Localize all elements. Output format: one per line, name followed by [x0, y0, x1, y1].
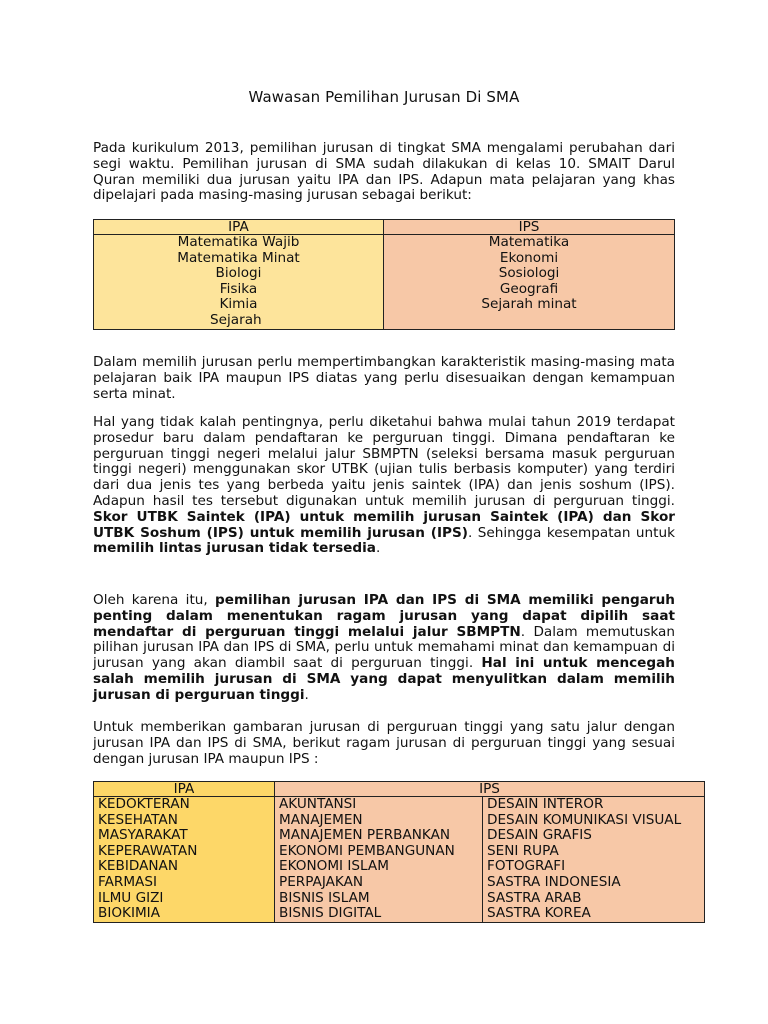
majors-ipa-cell — [94, 797, 275, 923]
majors-header-ipa: IPA — [94, 782, 275, 797]
subjects-header-ipa: IPA — [94, 220, 384, 235]
major-item: KESEHATAN — [98, 811, 178, 828]
major-item: BISNIS ISLAM — [279, 889, 370, 906]
bold-run: Hal ini untuk mencegah salah memilih jurusan di SMA yang dapat menyulitkan dalam memilih jurusan di perguruan tinggi — [93, 655, 675, 703]
major-item: KEPERAWATAN — [98, 842, 198, 859]
major-item: BIOKIMIA — [98, 905, 160, 922]
subject-item: Matematika — [488, 234, 570, 250]
bold-run: Skor UTBK Saintek (IPA) untuk memilih jurusan Saintek (IPA) dan Skor UTBK Soshum (IPS) untuk memilih jurusan (IPS) — [93, 508, 675, 541]
major-item: SASTRA INDONESIA — [487, 873, 621, 890]
subjects-ipa-cell — [94, 235, 384, 330]
majors-ips-cell-2 — [483, 797, 705, 923]
text-run: . Dalam memutuskan pilihan jurusan IPA dan IPS di SMA, perlu untuk memahami minat dan kemampuan di jurusan yang akan diambil saat di perguruan tinggi. — [93, 623, 675, 672]
bold-run: pemilihan jurusan IPA dan IPS di SMA memiliki pengaruh penting dalam menentukan ragam jurusan yang dapat dipilih saat mendaftar di perguruan tinggi melalui jalur SBMPTN — [93, 592, 675, 640]
major-item: EKONOMI PEMBANGUNAN — [279, 842, 455, 859]
major-item: ILMU GIZI — [98, 889, 164, 906]
major-item: FOTOGRAFI — [487, 858, 566, 875]
major-item: PERPAJAKAN — [279, 873, 364, 890]
major-item: SENI RUPA — [487, 842, 559, 859]
text-run: Oleh karena itu, — [93, 592, 216, 608]
majors-table — [93, 781, 705, 923]
majors-header-ips: IPS — [275, 782, 705, 797]
subjects-table — [93, 219, 675, 330]
text-run: . Sehingga kesempatan untuk — [468, 524, 675, 541]
major-item: DESAIN INTEROR — [487, 796, 604, 812]
bold-run: memilih lintas jurusan tidak tersedia — [93, 540, 376, 557]
paragraph-overview: Untuk memberikan gambaran jurusan di perguruan tinggi yang satu jalur dengan jurusan IPA dan IPS di SMA, berikut ragam jurusan di perguruan tinggi yang sesuai dengan jurusan IPA maupun IPS : — [93, 719, 675, 767]
subjects-ips-cell — [384, 235, 675, 330]
major-item: MASYARAKAT — [98, 827, 188, 844]
subject-item: Sejarah — [210, 311, 262, 328]
subject-item: Sosiologi — [498, 265, 560, 282]
paragraph-utbk — [93, 415, 675, 557]
major-item: MANAJEMEN PERBANKAN — [279, 827, 451, 844]
major-item: FARMASI — [98, 873, 157, 890]
major-item: AKUNTANSI — [279, 796, 357, 812]
majors-ips-cell-1 — [275, 797, 483, 923]
major-item: KEBIDANAN — [98, 858, 179, 875]
major-item: SASTRA ARAB — [487, 889, 582, 906]
paragraph-characteristics: Dalam memilih jurusan perlu mempertimbangkan karakteristik masing-masing mata pelajaran baik IPA maupun IPS diatas yang perlu disesuaikan dengan kemampuan serta minat. — [93, 354, 675, 402]
major-item: EKONOMI ISLAM — [279, 858, 389, 875]
text-run: Hal yang tidak kalah pentingnya, perlu diketahui bahwa mulai tahun 2019 terdapat prosedur baru dalam pendaftaran ke perguruan tinggi. Dimana pendaftaran ke perguruan tinggi negeri melalui jalur SBMPTN (seleksi bersama masuk perguruan tinggi negeri) menggunakan skor UTBK (ujian tulis berbasis komputer) yang terdiri dari dua jenis tes yang berbeda yaitu jenis saintek (IPA) dan jenis soshum (IPS). Adapun hasil tes tersebut digunakan untuk memilih jurusan di perguruan tinggi. — [93, 414, 675, 509]
major-item: DESAIN KOMUNIKASI VISUAL — [487, 811, 682, 828]
page-title: Wawasan Pemilihan Jurusan Di SMA — [248, 88, 520, 106]
subjects-header-ips: IPS — [384, 220, 675, 235]
major-item: BISNIS DIGITAL — [279, 905, 382, 922]
text-run: . — [304, 686, 309, 703]
subject-item: Matematika Minat — [177, 249, 300, 266]
major-item: DESAIN GRAFIS — [487, 827, 592, 844]
subject-item: Sejarah minat — [481, 296, 577, 313]
text-run: . — [375, 540, 381, 557]
major-item: KEDOKTERAN — [98, 796, 190, 812]
subject-item: Kimia — [219, 296, 258, 313]
subject-item: Biologi — [215, 265, 262, 282]
paragraph-importance — [93, 593, 675, 704]
major-item: MANAJEMEN — [279, 811, 363, 828]
subject-item: Fisika — [219, 280, 258, 297]
major-item: SASTRA KOREA — [487, 905, 591, 922]
subject-item: Geografi — [499, 280, 559, 297]
subject-item: Matematika Wajib — [177, 234, 300, 250]
intro-paragraph: Pada kurikulum 2013, pemilihan jurusan di tingkat SMA mengalami perubahan dari segi waktu. Pemilihan jurusan di SMA sudah dilakukan di kelas 10. SMAIT Darul Quran memiliki dua jurusan yaitu IPA dan IPS. Adapun mata pelajaran yang khas dipelajari pada masing-masing jurusan sebagai berikut: — [93, 140, 675, 204]
subject-item: Ekonomi — [499, 249, 559, 266]
